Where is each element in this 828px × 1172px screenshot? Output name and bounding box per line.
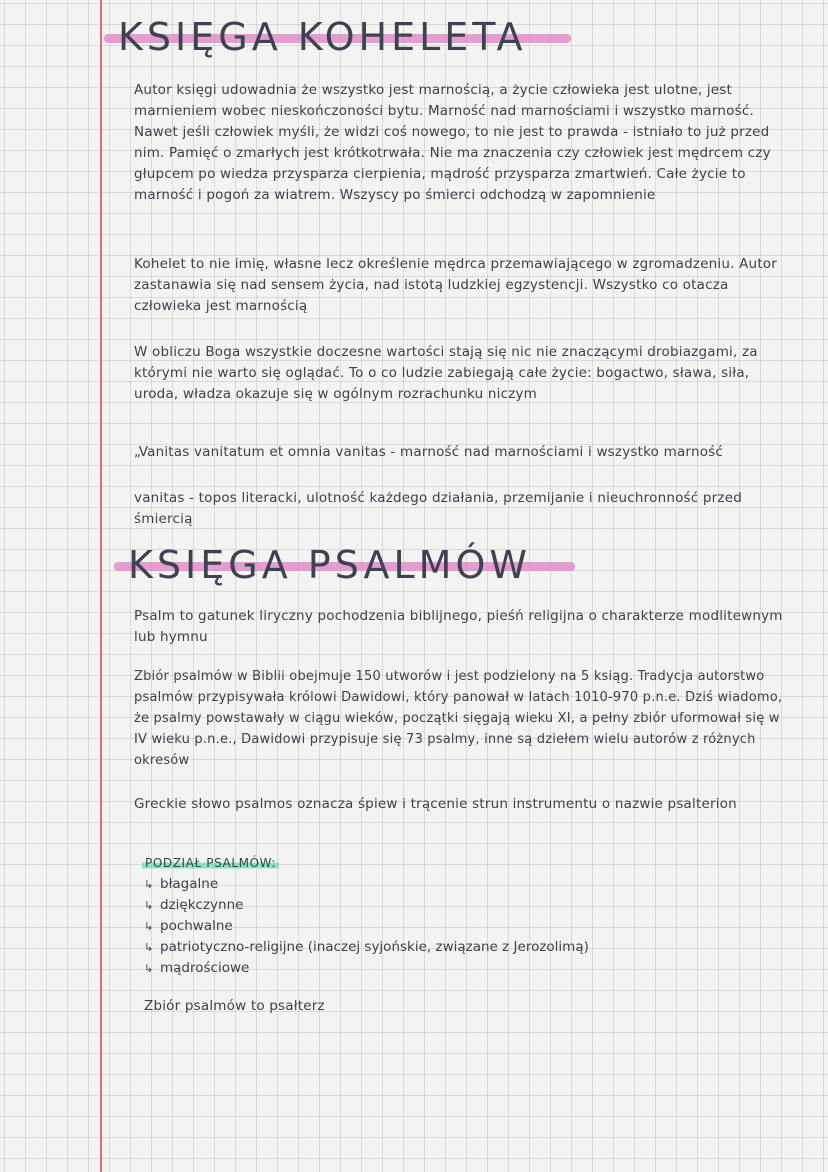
- division-list: [144, 874, 589, 979]
- arrow-icon: ↳: [144, 941, 154, 954]
- psalmow-paragraph-2: Zbiór psalmów w Biblii obejmuje 150 utworów i jest podzielony na 5 ksiąg. Tradycja autorstwo psalmów przypisywała królowi Dawidowi, który panował w latach 1010-970 p.n.e. Dziś wiadomo, że psalmy powstawały w ciągu wieków, początki sięgają wieku XI, a pełny zbiór uformował się w IV wieku p.n.e., Dawidowi przypisuje się 73 psalmy, inne są dziełem wielu autorów z różnych okresów: [134, 669, 783, 768]
- list-item: ↳ mądrościowe: [144, 958, 589, 979]
- division-title: PODZIAŁ PSALMÓW:: [142, 853, 279, 874]
- list-item: ↳ pochwalne: [144, 916, 589, 937]
- arrow-icon: ↳: [144, 899, 154, 912]
- arrow-icon: ↳: [144, 920, 154, 933]
- arrow-icon: ↳: [144, 962, 154, 975]
- koheleta-paragraph-1: Autor księgi udowadnia że wszystko jest marnością, a życie człowieka jest ulotne, jest marnieniem wobec nieskończoności bytu. Marność nad marnościami i wszystko marność. Nawet jeśli człowiek myśli, że widzi coś nowego, to nie jest to prawda - istniało to już przed nim. Pamięć o zmarłych jest krótkotrwała. Nie ma znaczenia czy człowiek jest mędrcem czy głupcem po wiedza przysparza cierpienia, mądrość przysparza zmartwień. Całe życie to marność i pogoń za wiatrem. Wszyscy po śmierci odchodzą w zapomnienie: [134, 82, 771, 203]
- psalmow-paragraph-1: Psalm to gatunek liryczny pochodzenia biblijnego, pieśń religijna o charakterze modlitewnym lub hymnu: [134, 608, 783, 645]
- arrow-icon: ↳: [144, 878, 154, 891]
- section-title-psalmow: KSIĘGA PSALMÓW: [128, 546, 531, 584]
- margin-line: [100, 0, 102, 1172]
- koheleta-paragraph-2: Kohelet to nie imię, własne lecz określenie mędrca przemawiającego w zgromadzeniu. Autor zastanawia się nad sensem życia, nad istotą ludzkiej egzystencji. Wszystko co otacza człowieka jest marnością: [134, 256, 778, 314]
- koheleta-vanitas-definition: vanitas - topos literacki, ulotność każdego działania, przemijanie i nieuchronność przed śmiercią: [134, 490, 742, 527]
- koheleta-quote: „Vanitas vanitatum et omnia vanitas - marność nad marnościami i wszystko marność: [134, 444, 724, 460]
- psalmow-paragraph-3: Greckie słowo psalmos oznacza śpiew i trącenie strun instrumentu o nazwie psalterion: [134, 796, 737, 812]
- list-item: ↳ błagalne: [144, 874, 589, 895]
- list-item: ↳ patriotyczno-religijne (inaczej syjońskie, związane z Jerozolimą): [144, 937, 589, 958]
- koheleta-paragraph-3: W obliczu Boga wszystkie doczesne wartości stają się nic nie znaczącymi drobiazgami, za którymi nie warto się oglądać. To o co ludzie zabiegają całe życie: bogactwo, sława, siła, uroda, władza okazuje się w ogólnym rozrachunku niczym: [134, 344, 758, 402]
- closing-note: Zbiór psalmów to psałterz: [144, 998, 325, 1014]
- list-item: ↳ dziękczynne: [144, 895, 589, 916]
- section-title-koheleta: KSIĘGA KOHELETA: [118, 18, 527, 56]
